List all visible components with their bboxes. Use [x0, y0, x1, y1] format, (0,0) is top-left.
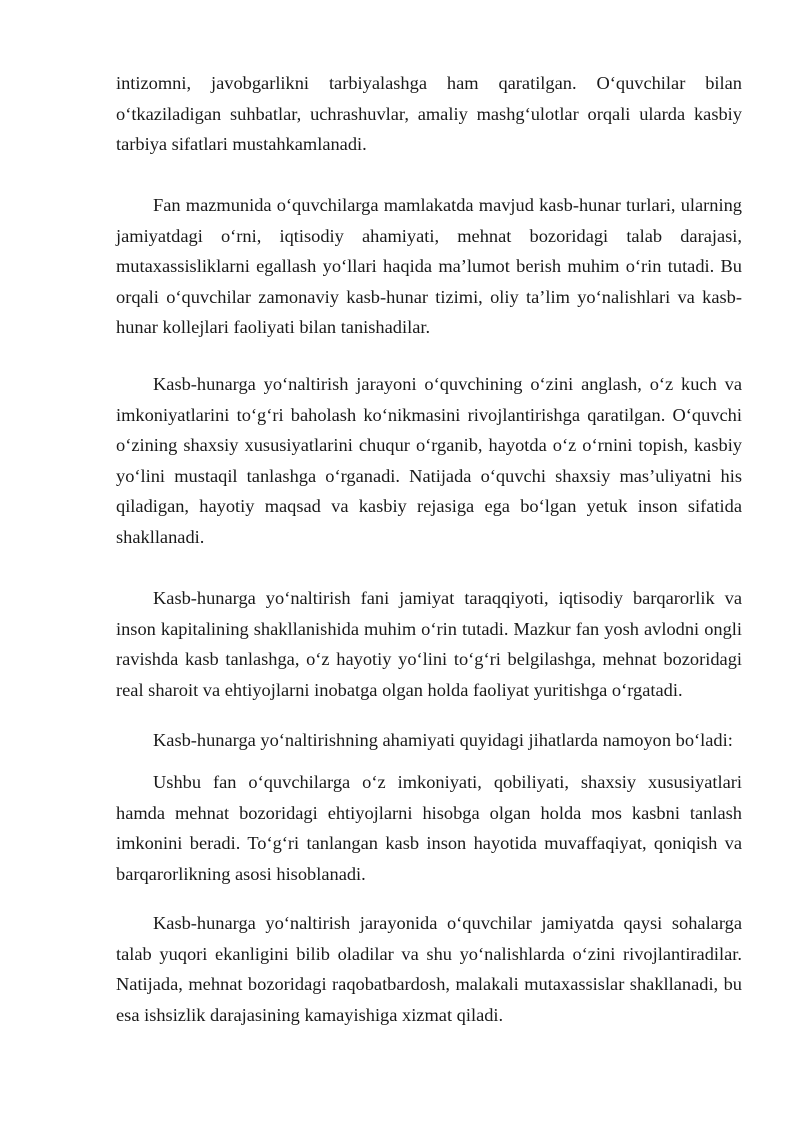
paragraph-self-awareness: Kasb-hunarga yo‘naltirish jarayoni o‘quvchining o‘zini anglash, o‘z kuch va imkoniyatlarini to‘g‘ri baholash ko‘nikmasini rivojlantirishga qaratilgan. O‘quvchi o‘zining shaxsiy xususiyatlarini chuqur o‘rganib, hayotda o‘z o‘rnini topish, kasbiy yo‘lini mustaqil tanlashga o‘rganadi. Natijada o‘quvchi shaxsiy mas’uliyatni his qiladigan, hayotiy maqsad va kasbiy rejasiga ega bo‘lgan yetuk inson sifatida shakllanadi.: [116, 374, 742, 547]
paragraph-course-content: Fan mazmunida o‘quvchilarga mamlakatda mavjud kasb-hunar turlari, ularning jamiyatdagi o‘rni, iqtisodiy ahamiyati, mehnat bozoridagi talab darajasi, mutaxassisliklarni egallash yo‘llari haqida ma’lumot berish muhim o‘rin tutadi. Bu orqali o‘quvchilar zamonaviy kasb-hunar tizimi, oliy ta’lim yo‘nalishlari va kasb-hunar kollejlari faoliyati bilan tanishadilar.: [116, 195, 742, 337]
paragraph-importance-intro: Kasb-hunarga yo‘naltirishning ahamiyati quyidagi jihatlarda namoyon bo‘ladi:: [153, 730, 733, 750]
paragraph-continuation: intizomni, javobgarlikni tarbiyalashga ham qaratilgan. O‘quvchilar bilan o‘tkaziladigan suhbatlar, uchrashuvlar, amaliy mashg‘ulotlar orqali ularda kasbiy tarbiya sifatlari mustahkamlanadi.: [116, 73, 742, 154]
paragraph-labor-market: Kasb-hunarga yo‘naltirish jarayonida o‘quvchilar jamiyatda qaysi sohalarga talab yuqori ekanligini bilib oladilar va shu yo‘nalishlarda o‘zini rivojlantiradilar. Natijada, mehnat bozoridagi raqobatbardosh, malakali mutaxassislar shakllanadi, bu esa ishsizlik darajasining kamayishiga xizmat qiladi.: [116, 913, 742, 1025]
paragraph-career-choice: Ushbu fan o‘quvchilarga o‘z imkoniyati, qobiliyati, shaxsiy xususiyatlari hamda mehnat bozoridagi ehtiyojlarni hisobga olgan holda mos kasbni tanlash imkonini beradi. To‘g‘ri tanlangan kasb inson hayotida muvaffaqiyat, qoniqish va barqarorlikning asosi hisoblanadi.: [116, 772, 742, 884]
paragraph-society-development: Kasb-hunarga yo‘naltirish fani jamiyat taraqqiyoti, iqtisodiy barqarorlik va inson kapitalining shakllanishida muhim o‘rin tutadi. Mazkur fan yosh avlodni ongli ravishda kasb tanlashga, o‘z hayotiy yo‘lini to‘g‘ri belgilashga, mehnat bozoridagi real sharoit va ehtiyojlarni inobatga olgan holda faoliyat yuritishga o‘rgatadi.: [116, 588, 742, 700]
